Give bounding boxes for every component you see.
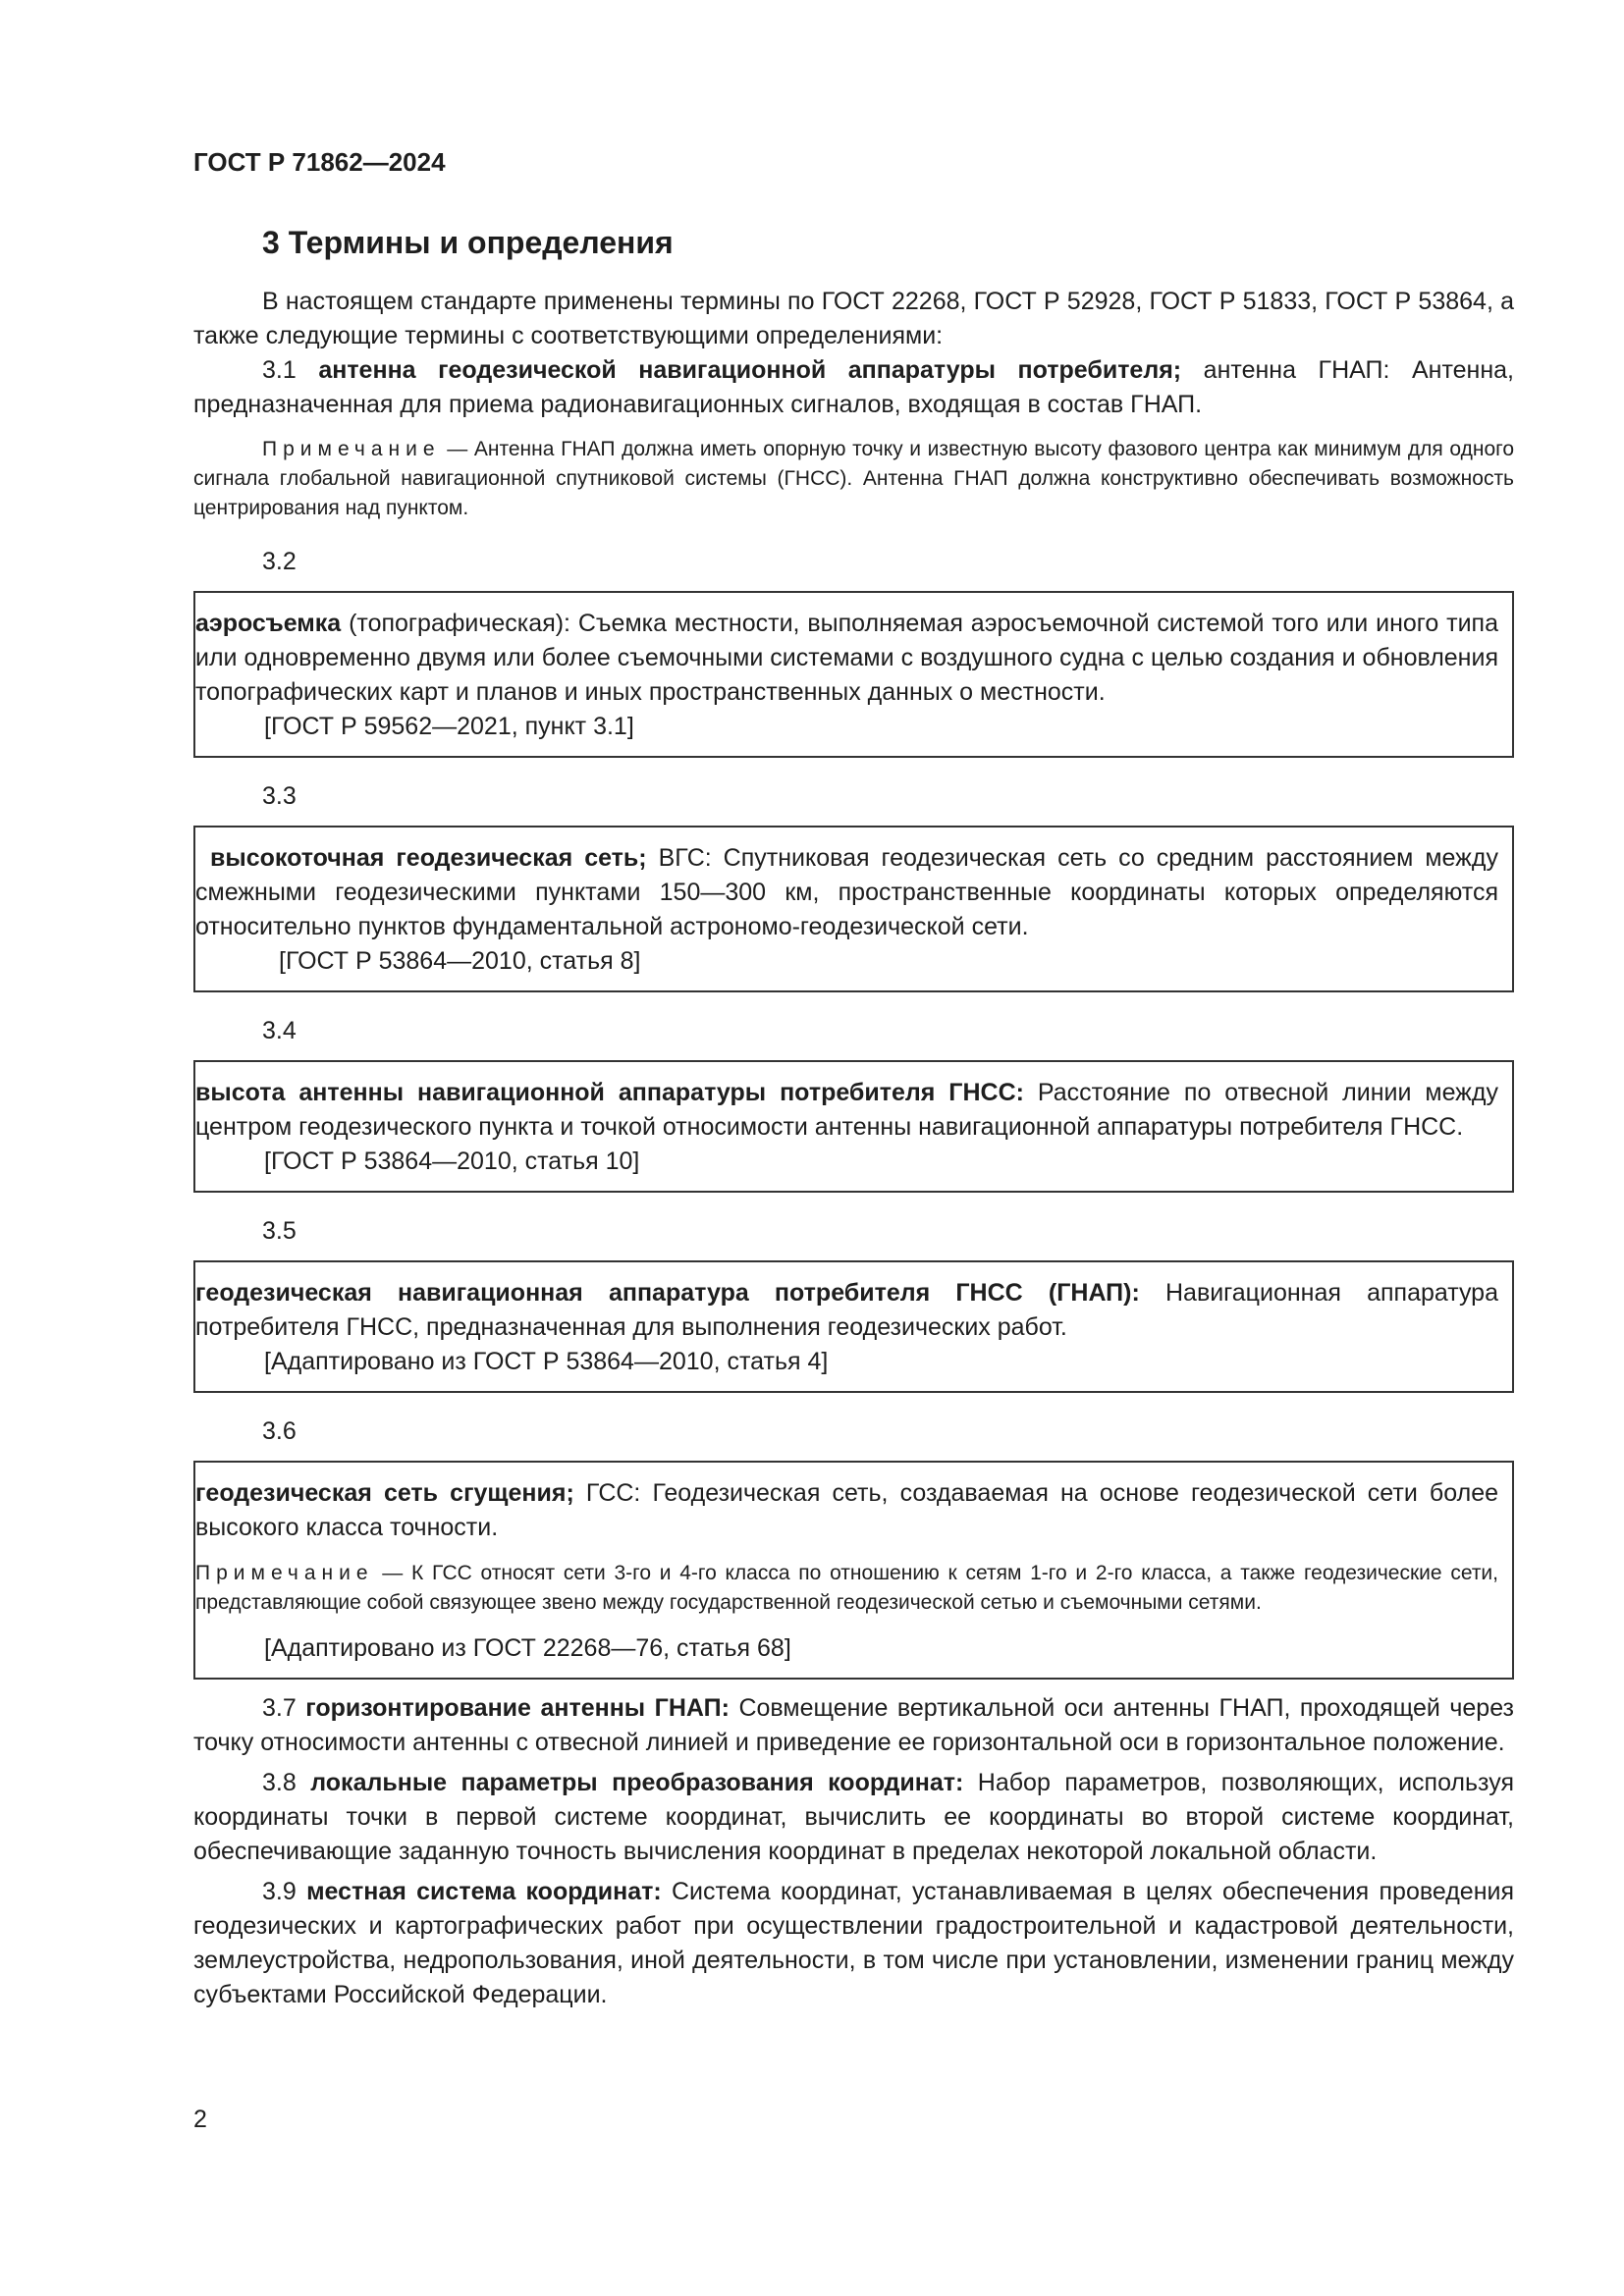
term-number: 3.1: [262, 356, 297, 384]
term-title: горизонтирование антенны ГНАП:: [305, 1694, 730, 1722]
term-definition: Совмещение вертикальной оси антенны ГНАП, проходящей через точку относимости антенны с отвесной линией и приведение ее горизонтальной оси в горизонтальное положение.: [193, 1694, 1515, 1756]
term-title: местная система координат:: [306, 1878, 662, 1905]
term-box-3-4: [193, 1060, 1514, 1193]
note-label: Примечание: [195, 1562, 374, 1584]
note-3-1: [193, 435, 1514, 523]
term-box-3-5: [193, 1260, 1514, 1393]
term-number-3-3: 3.3: [262, 782, 297, 810]
note-label: Примечание: [262, 438, 441, 460]
term-number-3-4: 3.4: [262, 1017, 297, 1044]
terms-list: [193, 285, 1514, 2012]
term-source: [ГОСТ Р 59562—2021, пункт 3.1]: [264, 713, 634, 740]
term-number-3-2: 3.2: [262, 548, 297, 575]
term-source: [Адаптировано из ГОСТ 22268—76, статья 68]: [264, 1634, 791, 1662]
term-definition: Навигационная аппаратура потребителя ГНСС, предназначенная для выполнения геодезических работ.: [195, 1279, 1498, 1341]
intro-paragraph: В настоящем стандарте применены термины по ГОСТ 22268, ГОСТ Р 52928, ГОСТ Р 51833, ГОСТ Р 53864, а также следующие термины с соответствующими определениями:: [193, 288, 1514, 349]
note-3-6: [195, 1559, 1498, 1618]
term-3-5: [195, 1276, 1498, 1345]
term-title: высокоточная геодезическая сеть;: [210, 844, 647, 872]
term-definition: Расстояние по отвесной линии между центром геодезического пункта и точкой относимости антенны навигационной аппаратуры потребителя ГНСС.: [195, 1079, 1498, 1141]
term-number-3-5: 3.5: [262, 1217, 297, 1245]
page-number: 2: [193, 2106, 207, 2133]
term-3-3: [195, 841, 1498, 944]
term-3-6: [195, 1476, 1498, 1545]
term-definition: Система координат, устанавливаемая в целях обеспечения проведения геодезических и картографических работ при осуществлении градостроительной и кадастровой деятельности, землеустройства, недропользования, иной деятельности, в том числе при установлении, изменении границ между субъектами Российской Федерации.: [193, 1878, 1514, 2008]
term-title: геодезическая сеть сгущения;: [195, 1479, 574, 1507]
term-3-8: [193, 1766, 1514, 1869]
note-text: — К ГСС относят сети 3-го и 4-го класса по отношению к сетям 1-го и 2-го класса, а также геодезические сети, представляющие собой связующее звено между государственной геодезической сетью и съемочными сетями.: [195, 1562, 1498, 1614]
term-3-2: [195, 607, 1498, 710]
term-definition: (топографическая): Съемка местности, выполняемая аэросъемочной системой того или иного типа или одновременно двумя или более съемочными системами с воздушного судна с целью создания и обновления топографических карт и планов и иных пространственных данных о местности.: [195, 610, 1498, 706]
term-box-3-6: [193, 1461, 1514, 1680]
term-title: аэросъемка: [195, 610, 342, 637]
term-number: 3.9: [262, 1878, 297, 1905]
term-title: высота антенны навигационной аппаратуры потребителя ГНСС:: [195, 1079, 1024, 1106]
term-number: 3.7: [262, 1694, 297, 1722]
term-title: антенна геодезической навигационной аппаратуры потребителя;: [318, 356, 1182, 384]
section-title: 3 Термины и определения: [262, 225, 674, 260]
term-box-3-3: [193, 826, 1514, 992]
term-3-4: [195, 1076, 1498, 1145]
term-title: геодезическая навигационная аппаратура потребителя ГНСС (ГНАП):: [195, 1279, 1140, 1307]
term-definition: антенна ГНАП: Антенна, предназначенная для приема радионавигационных сигналов, входящая в состав ГНАП.: [193, 356, 1514, 418]
term-source: [ГОСТ Р 53864—2010, статья 8]: [279, 947, 641, 975]
term-source: [ГОСТ Р 53864—2010, статья 10]: [264, 1148, 640, 1175]
term-definition: ВГС: Спутниковая геодезическая сеть со средним расстоянием между смежными геодезическими пунктами 150—300 км, пространственные координаты которых определяются относительно пунктов фундаментальной астрономо-геодезической сети.: [195, 844, 1498, 940]
term-3-1: [193, 353, 1514, 422]
term-number-3-6: 3.6: [262, 1417, 297, 1445]
term-definition: Набор параметров, позволяющих, используя координаты точки в первой системе координат, вычислить ее координаты во второй системе координат, обеспечивающие заданную точность вычисления координат в пределах некоторой локальной области.: [193, 1769, 1514, 1865]
term-definition: ГСС: Геодезическая сеть, создаваемая на основе геодезической сети более высокого класса точности.: [195, 1479, 1498, 1541]
note-text: — Антенна ГНАП должна иметь опорную точку и известную высоту фазового центра как минимум для одного сигнала глобальной навигационной спутниковой системы (ГНСС). Антенна ГНАП должна конструктивно обеспечивать возможность центрирования над пунктом.: [193, 438, 1514, 519]
term-3-9: [193, 1875, 1514, 2012]
term-source: [Адаптировано из ГОСТ Р 53864—2010, статья 4]: [264, 1348, 829, 1375]
term-3-7: [193, 1691, 1514, 1760]
running-head: ГОСТ Р 71862—2024: [193, 147, 446, 177]
term-number: 3.8: [262, 1769, 297, 1796]
term-box-3-2: [193, 591, 1514, 758]
term-title: локальные параметры преобразования координат:: [310, 1769, 964, 1796]
